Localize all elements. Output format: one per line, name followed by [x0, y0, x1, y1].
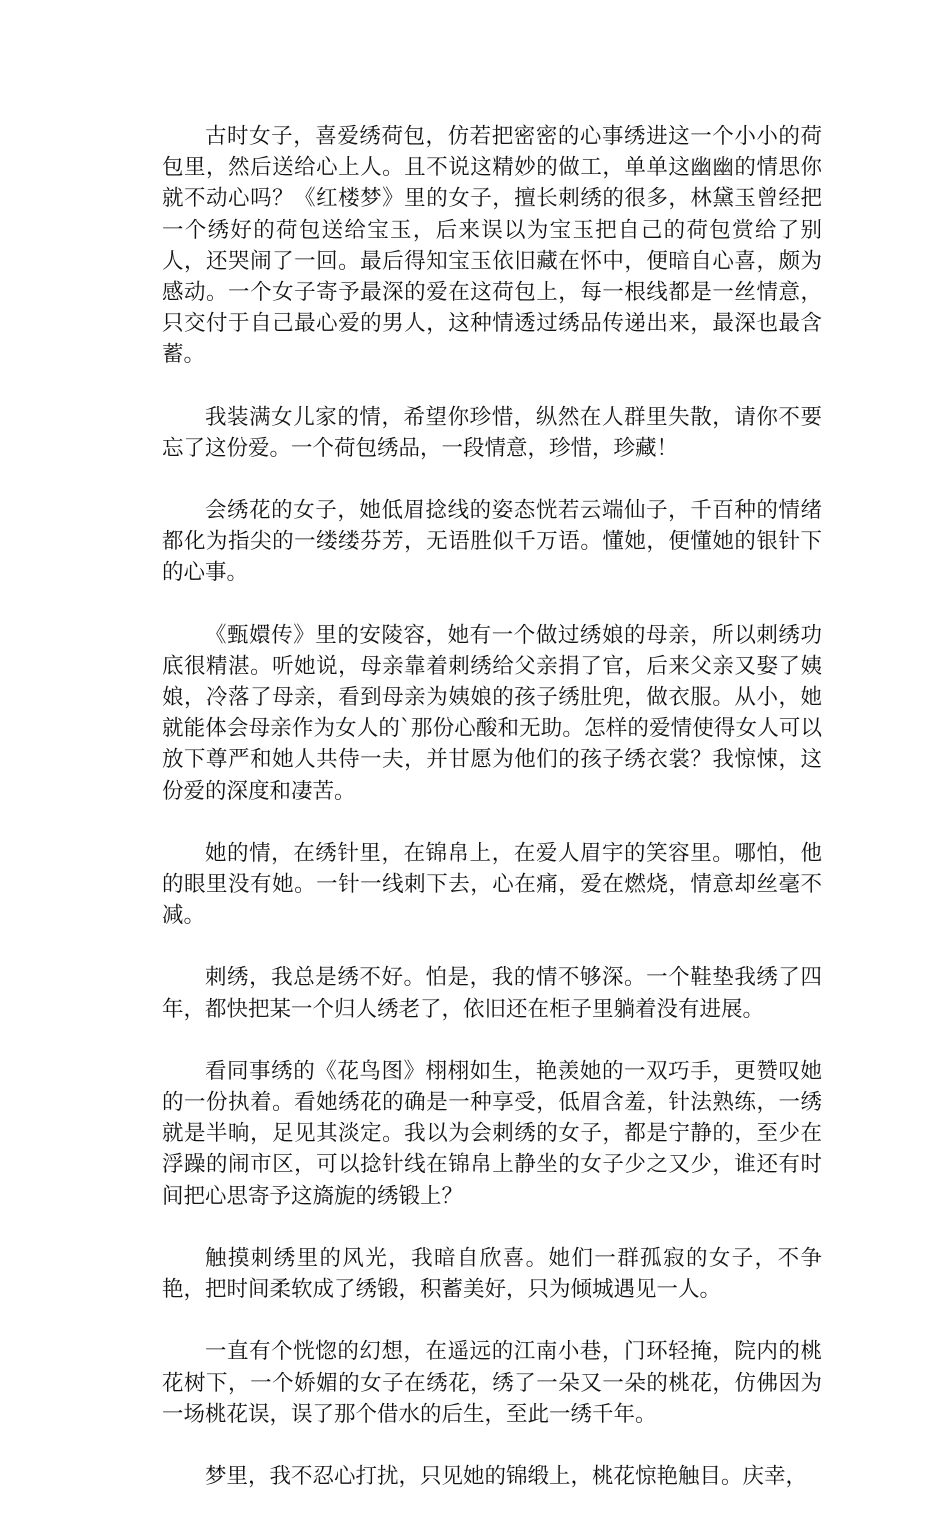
paragraph-4: 《甄嬛传》里的安陵容，她有一个做过绣娘的母亲，所以刺绣功底很精湛。听她说，母亲靠着刺绣给父亲捐了官，后来父亲又娶了姨娘，冷落了母亲，看到母亲为姨娘的孩子绣肚兜，做衣服。从小，她就能体会母亲作为女人的`那份心酸和无助。怎样的爱情使得女人可以放下尊严和她人共侍一夫，并甘愿为他们的孩子绣衣裳？我惊悚，这份爱的深度和凄苦。: [162, 622, 822, 804]
paragraph-5: 她的情，在绣针里，在锦帛上，在爱人眉宇的笑容里。哪怕，他的眼里没有她。一针一线刺下去，心在痛，爱在燃烧，情意却丝毫不减。: [162, 840, 822, 929]
paragraph-6: 刺绣，我总是绣不好。怕是，我的情不够深。一个鞋垫我绣了四年，都快把某一个归人绣老了，依旧还在柜子里躺着没有进展。: [162, 965, 822, 1022]
paragraph-10: 梦里，我不忍心打扰，只见她的锦缎上，桃花惊艳触目。庆幸，: [205, 1463, 808, 1489]
paragraph-3: 会绣花的女子，她低眉捻线的姿态恍若云端仙子，千百种的情绪都化为指尖的一缕缕芬芳，无语胜似千万语。懂她，便懂她的银针下的心事。: [162, 498, 822, 586]
paragraph-9: 一直有个恍惚的幻想，在遥远的江南小巷，门环轻掩，院内的桃花树下，一个娇媚的女子在绣花，绣了一朵又一朵的桃花，仿佛因为一场桃花误，误了那个借水的后生，至此一绣千年。: [162, 1339, 822, 1427]
paragraph-7: 看同事绣的《花鸟图》栩栩如生，艳羡她的一双巧手，更赞叹她的一份执着。看她绣花的确是一种享受，低眉含羞，针法熟练，一绣就是半晌，足见其淡定。我以为会刺绣的女子，都是宁静的，至少在浮躁的闹市区，可以捻针线在锦帛上静坐的女子少之又少，谁还有时间把心思寄予这旖旎的绣锻上？: [162, 1058, 822, 1209]
paragraph-2: 我装满女儿家的情，希望你珍惜，纵然在人群里失散，请你不要忘了这份爱。一个荷包绣品，一段情意，珍惜，珍藏！: [162, 404, 822, 461]
paragraph-8: 触摸刺绣里的风光，我暗自欣喜。她们一群孤寂的女子，不争艳，把时间柔软成了绣锻，积蓄美好，只为倾城遇见一人。: [162, 1245, 822, 1303]
paragraph-1: 古时女子，喜爱绣荷包，仿若把密密的心事绣进这一个小小的荷包里，然后送给心上人。且不说这精妙的做工，单单这幽幽的情思你就不动心吗？《红楼梦》里的女子，擅长刺绣的很多，林黛玉曾经把一个绣好的荷包送给宝玉，后来误以为宝玉把自己的荷包赏给了别人，还哭闹了一回。最后得知宝玉依旧藏在怀中，便暗自心喜，颇为感动。一个女子寄予最深的爱在这荷包上，每一根线都是一丝情意，只交付于自己最心爱的男人，这种情透过绣品传递出来，最深也最含蓄。: [162, 124, 822, 368]
article-body: [162, 121, 822, 1523]
